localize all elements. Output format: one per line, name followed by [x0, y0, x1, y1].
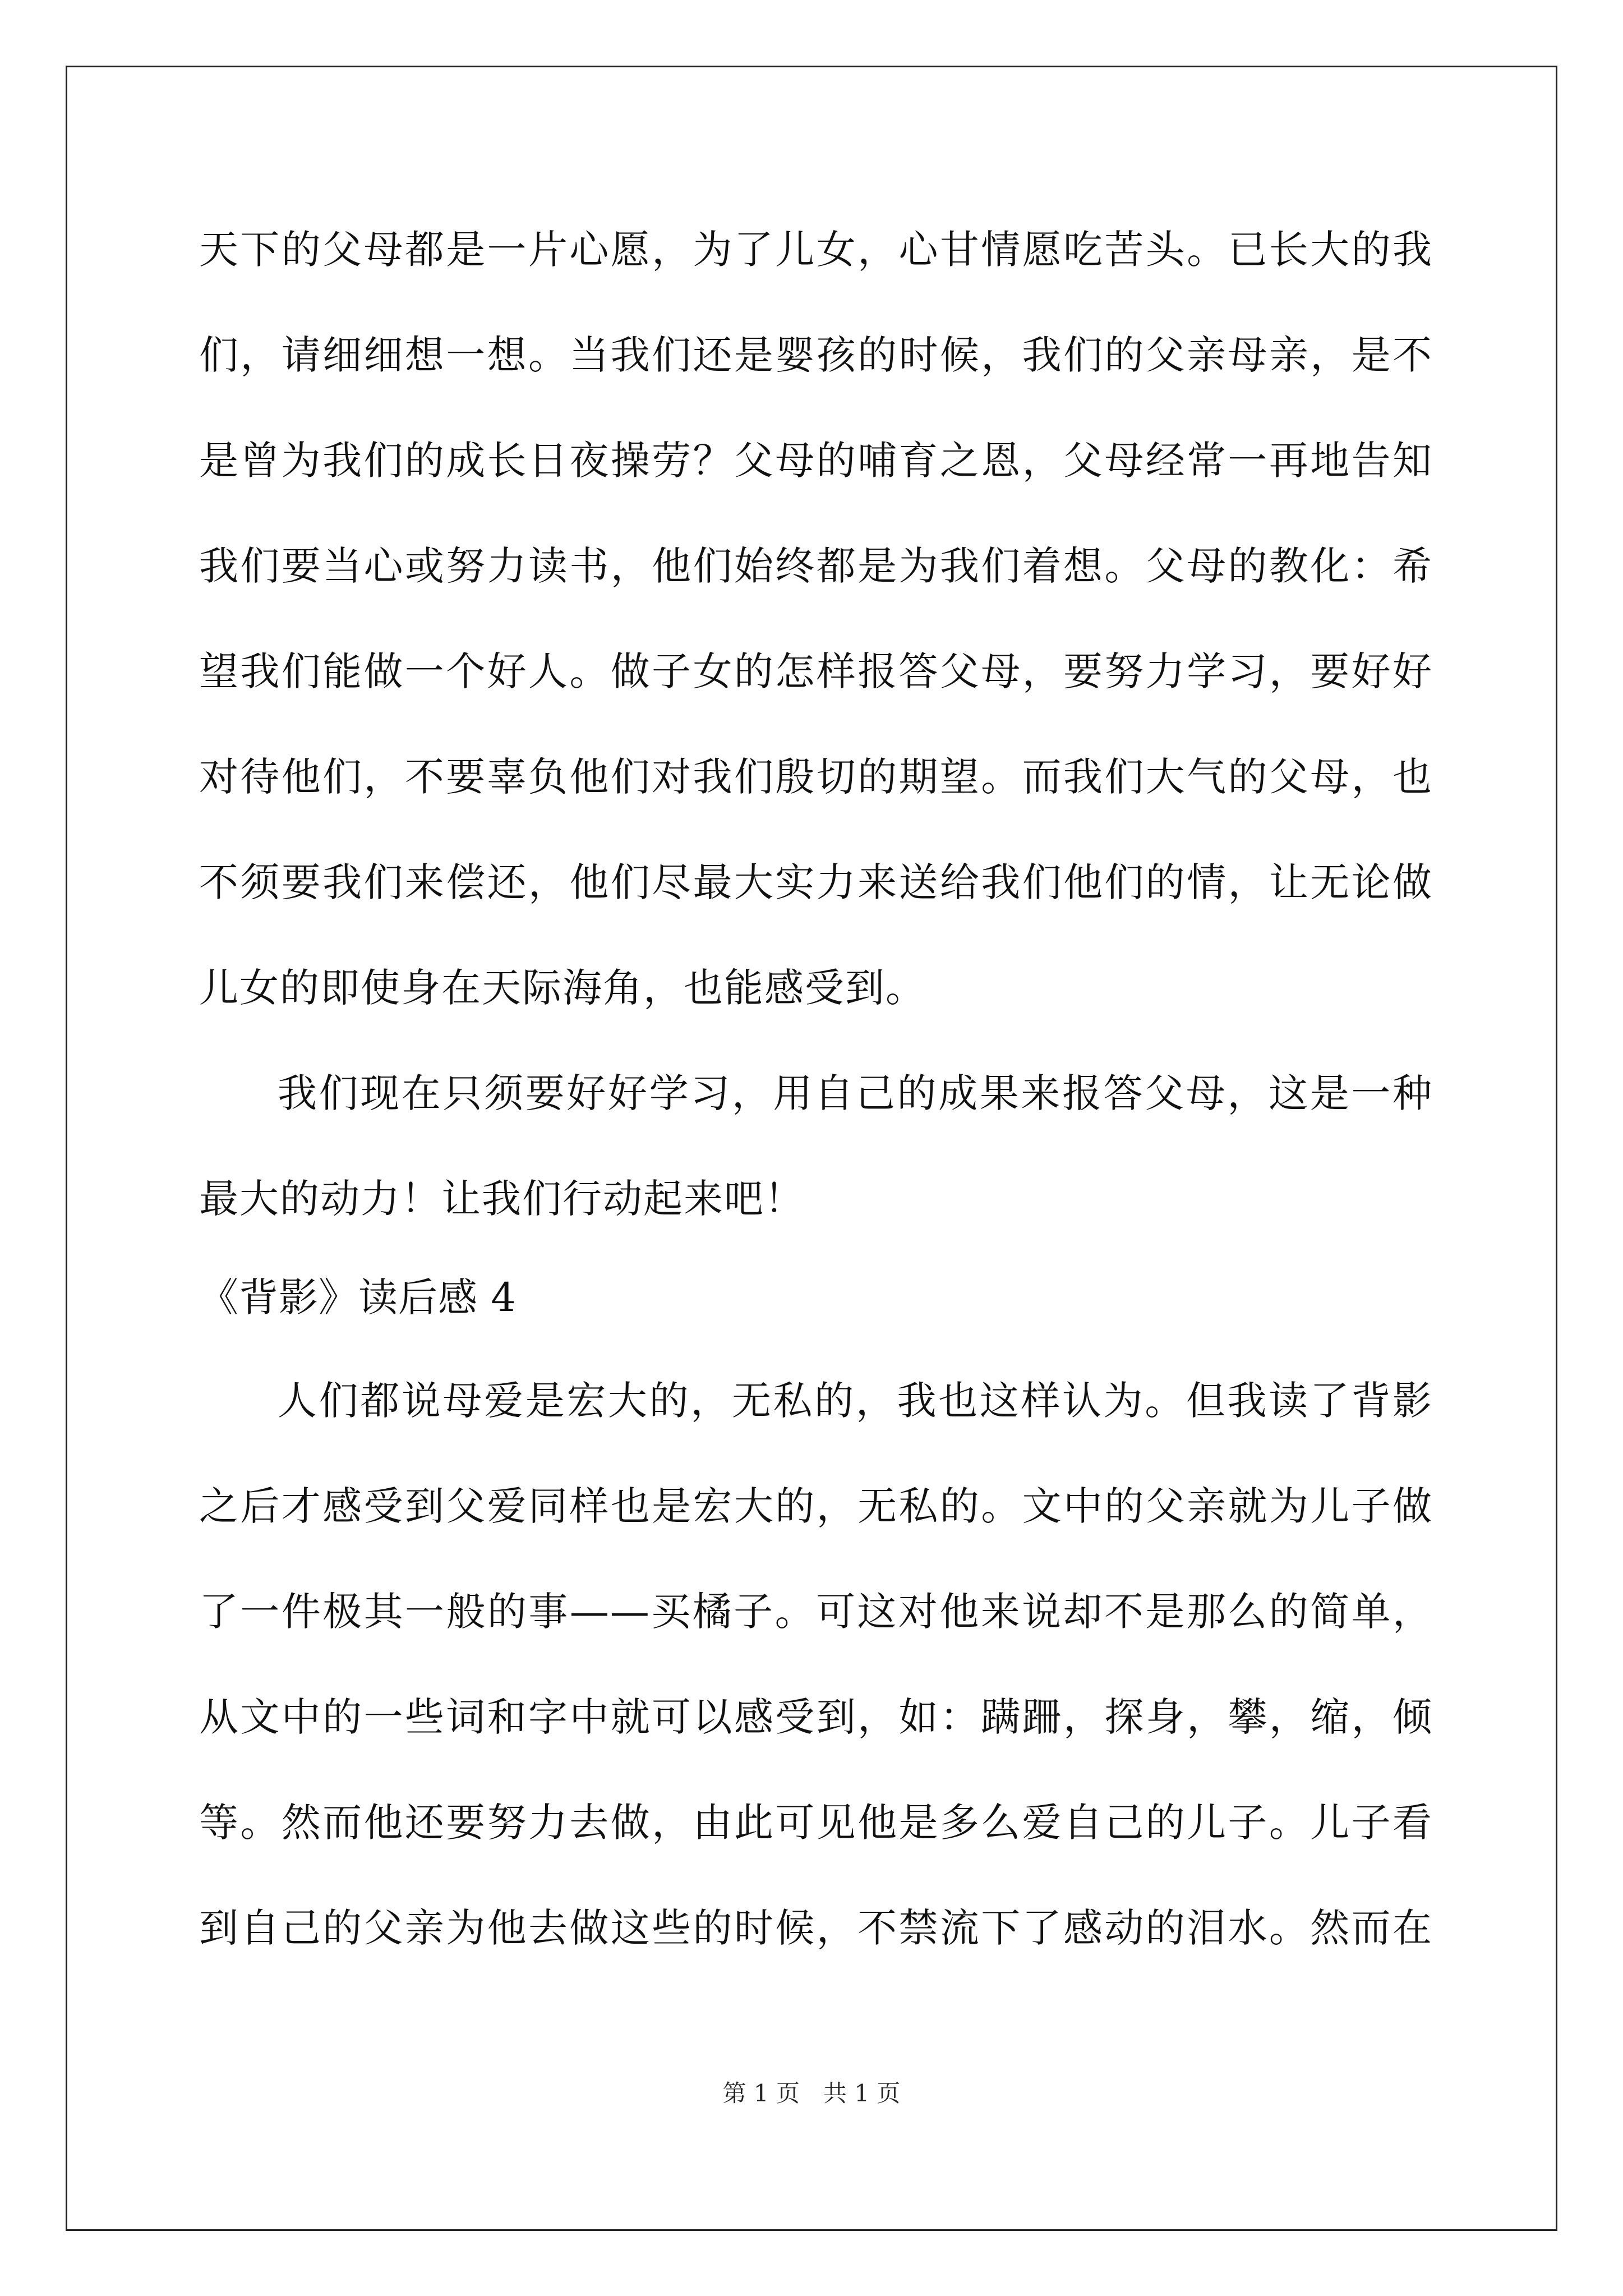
paragraph-line: 到自己的父亲为他去做这些的时候，不禁流下了感动的泪水。然而在 — [199, 1905, 1433, 1951]
paragraph-line: 之后才感受到父爱同样也是宏大的，无私的。文中的父亲就为儿子做 — [199, 1483, 1433, 1529]
page-footer: 第 1 页 共 1 页 — [722, 2079, 901, 2107]
paragraph-line: 最大的动力！让我们行动起来吧！ — [199, 1176, 805, 1222]
paragraph-line: 了一件极其一般的事——买橘子。可这对他来说却不是那么的简单， — [199, 1589, 1433, 1635]
paragraph-line: 不须要我们来偿还，他们尽最大实力来送给我们他们的情，让无论做 — [199, 859, 1433, 905]
section-title: 《背影》读后感 4 — [199, 1274, 517, 1320]
paragraph-line: 等。然而他还要努力去做，由此可见他是多么爱自己的儿子。儿子看 — [199, 1800, 1433, 1846]
paragraph-line: 我们现在只须要好好学习，用自己的成果来报答父母，这是一种 — [278, 1070, 1433, 1116]
paragraph-line: 人们都说母爱是宏大的，无私的，我也这样认为。但我读了背影 — [278, 1378, 1433, 1424]
paragraph-line: 从文中的一些词和字中就可以感受到，如：蹒跚，探身，攀，缩，倾 — [199, 1694, 1433, 1740]
paragraph-line: 对待他们，不要辜负他们对我们殷切的期望。而我们大气的父母，也 — [199, 754, 1433, 800]
paragraph-line: 们，请细细想一想。当我们还是婴孩的时候，我们的父亲母亲，是不 — [199, 332, 1433, 378]
paragraph-line: 我们要当心或努力读书，他们始终都是为我们着想。父母的教化：希 — [199, 543, 1433, 589]
paragraph-line: 是曾为我们的成长日夜操劳？父母的哺育之恩，父母经常一再地告知 — [199, 438, 1433, 484]
paragraph-line: 天下的父母都是一片心愿，为了儿女，心甘情愿吃苦头。已长大的我 — [199, 227, 1433, 273]
paragraph-line: 望我们能做一个好人。做子女的怎样报答父母，要努力学习，要好好 — [199, 648, 1433, 694]
paragraph-line: 儿女的即使身在天际海角，也能感受到。 — [199, 965, 926, 1011]
